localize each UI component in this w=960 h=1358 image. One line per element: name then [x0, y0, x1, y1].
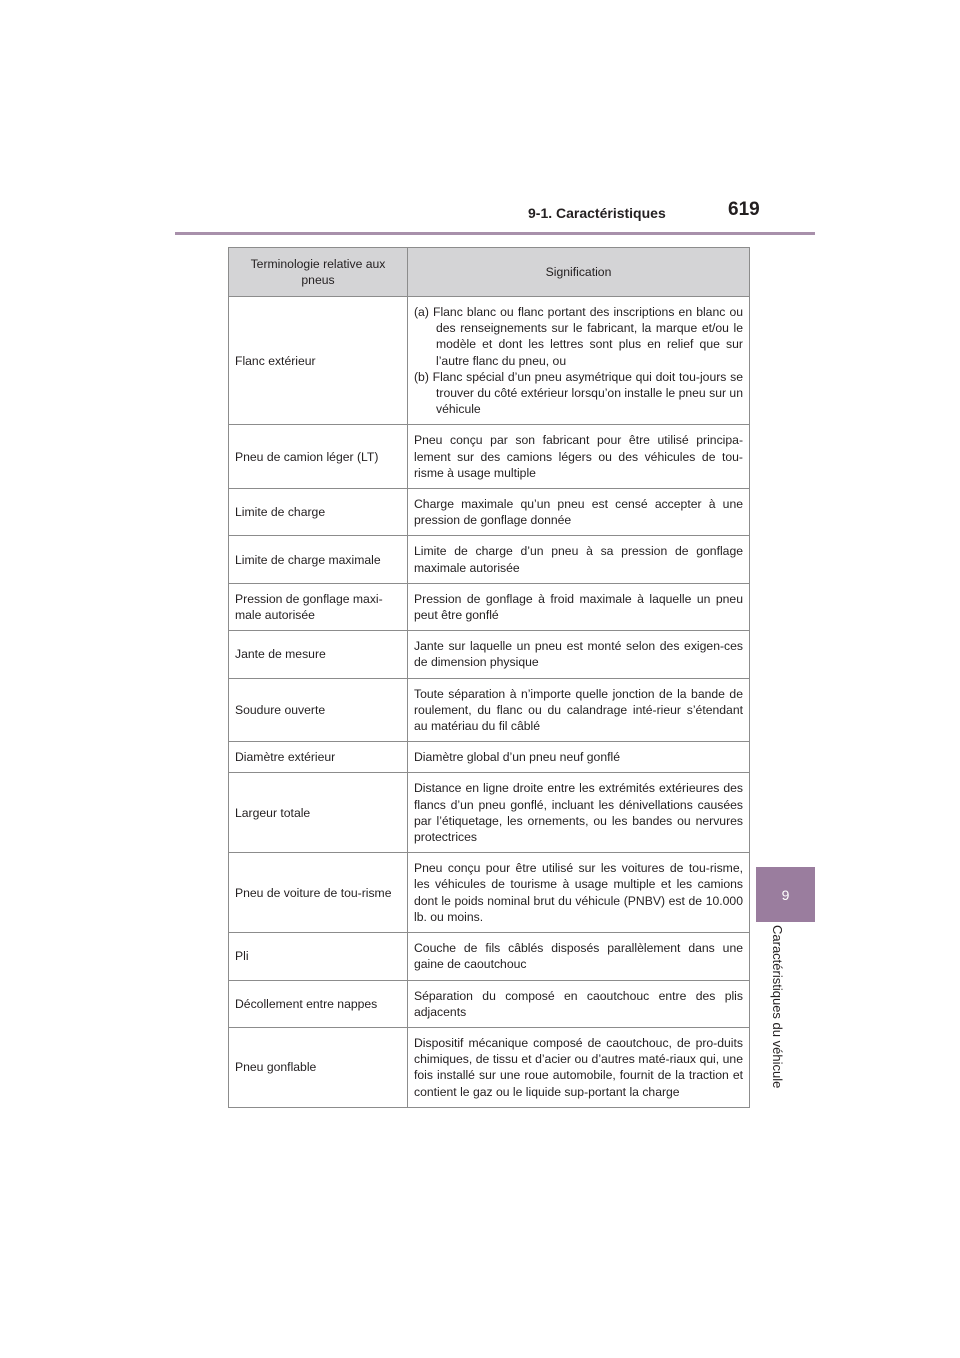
- table-row: [229, 678, 750, 742]
- definition-cell: Pneu conçu pour être utilisé sur les voitures de tou-risme, les véhicules de tourisme à usage multiple et les camions dont le poids nominal brut du véhicule (PNBV) est de 10.000 lb. ou moins.: [408, 853, 750, 933]
- definition-cell: Pneu conçu par son fabricant pour être utilisé principa-lement sur des camions légers ou des véhicules de tou-risme à usage multiple: [408, 425, 750, 489]
- table-row: [229, 1027, 750, 1107]
- column-header-term: Terminologie relative aux pneus: [229, 248, 408, 297]
- term-cell: Jante de mesure: [229, 631, 408, 678]
- definition-cell: Distance en ligne droite entre les extrémités extérieures des flancs d’un pneu gonflé, incluant les dénivellations causées par l’étiquetage, les ornements, ou les bandes ou nervures protectrices: [408, 773, 750, 853]
- term-cell: Soudure ouverte: [229, 678, 408, 742]
- definition-cell: Couche de fils câblés disposés parallèlement dans une gaine de caoutchouc: [408, 933, 750, 980]
- term-cell: Décollement entre nappes: [229, 980, 408, 1027]
- table-row: [229, 631, 750, 678]
- chapter-label: Caractéristiques du véhicule: [770, 925, 785, 1089]
- header-divider: [175, 232, 815, 235]
- term-cell: Pression de gonflage maxi-male autorisée: [229, 583, 408, 630]
- table-row: [229, 425, 750, 489]
- term-cell: Pneu gonflable: [229, 1027, 408, 1107]
- table-row: [229, 980, 750, 1027]
- definition-cell: Séparation du composé en caoutchouc entre des plis adjacents: [408, 980, 750, 1027]
- table-row: [229, 742, 750, 773]
- definition-cell: Jante sur laquelle un pneu est monté selon des exigen-ces de dimension physique: [408, 631, 750, 678]
- term-cell: Diamètre extérieur: [229, 742, 408, 773]
- column-header-meaning: Signification: [408, 248, 750, 297]
- definition-cell: Toute séparation à n’importe quelle jonction de la bande de roulement, du flanc ou du calandrage inté-rieur s’étendant au matériau du fil câblé: [408, 678, 750, 742]
- term-cell: Largeur totale: [229, 773, 408, 853]
- chapter-number: 9: [781, 886, 790, 903]
- definition-cell: Diamètre global d’un pneu neuf gonflé: [408, 742, 750, 773]
- page-number: 619: [728, 199, 760, 220]
- term-cell: Pneu de camion léger (LT): [229, 425, 408, 489]
- table-row: [229, 773, 750, 853]
- table-row: [229, 489, 750, 536]
- definition-cell: Limite de charge d’un pneu à sa pression de gonflage maximale autorisée: [408, 536, 750, 583]
- table-row: [229, 933, 750, 980]
- table-row: [229, 297, 750, 425]
- section-title: 9-1. Caractéristiques: [528, 205, 666, 221]
- term-cell: Limite de charge: [229, 489, 408, 536]
- term-cell: Pneu de voiture de tou-risme: [229, 853, 408, 933]
- list-item: (b) Flanc spécial d’un pneu asymétrique qui doit tou-jours se trouver du côté extérieur lorsqu’on installe le pneu sur un véhicule: [414, 369, 743, 417]
- chapter-tab[interactable]: [756, 867, 815, 922]
- definition-cell: [408, 297, 750, 425]
- definition-cell: Pression de gonflage à froid maximale à laquelle un pneu peut être gonflé: [408, 583, 750, 630]
- definition-cell: Dispositif mécanique composé de caoutchouc, de pro-duits chimiques, de tissu et d’acier ou d’autres maté-riaux qui, une fois installé sur une roue automobile, fournit de la traction et contient le gaz ou le liquide sup-portant la charge: [408, 1027, 750, 1107]
- definition-cell: Charge maximale qu’un pneu est censé accepter à une pression de gonflage donnée: [408, 489, 750, 536]
- term-cell: Flanc extérieur: [229, 297, 408, 425]
- term-cell: Pli: [229, 933, 408, 980]
- table-row: [229, 853, 750, 933]
- term-cell: Limite de charge maximale: [229, 536, 408, 583]
- list-item: (a) Flanc blanc ou flanc portant des inscriptions en blanc ou des renseignements sur le fabricant, la marque et/ou le modèle et dont les lettres sont plus en relief que sur l’autre flanc du pneu, ou: [414, 305, 743, 368]
- table-header-row: [229, 248, 750, 297]
- table-row: [229, 536, 750, 583]
- table-row: [229, 583, 750, 630]
- tire-terminology-table: [228, 247, 750, 1108]
